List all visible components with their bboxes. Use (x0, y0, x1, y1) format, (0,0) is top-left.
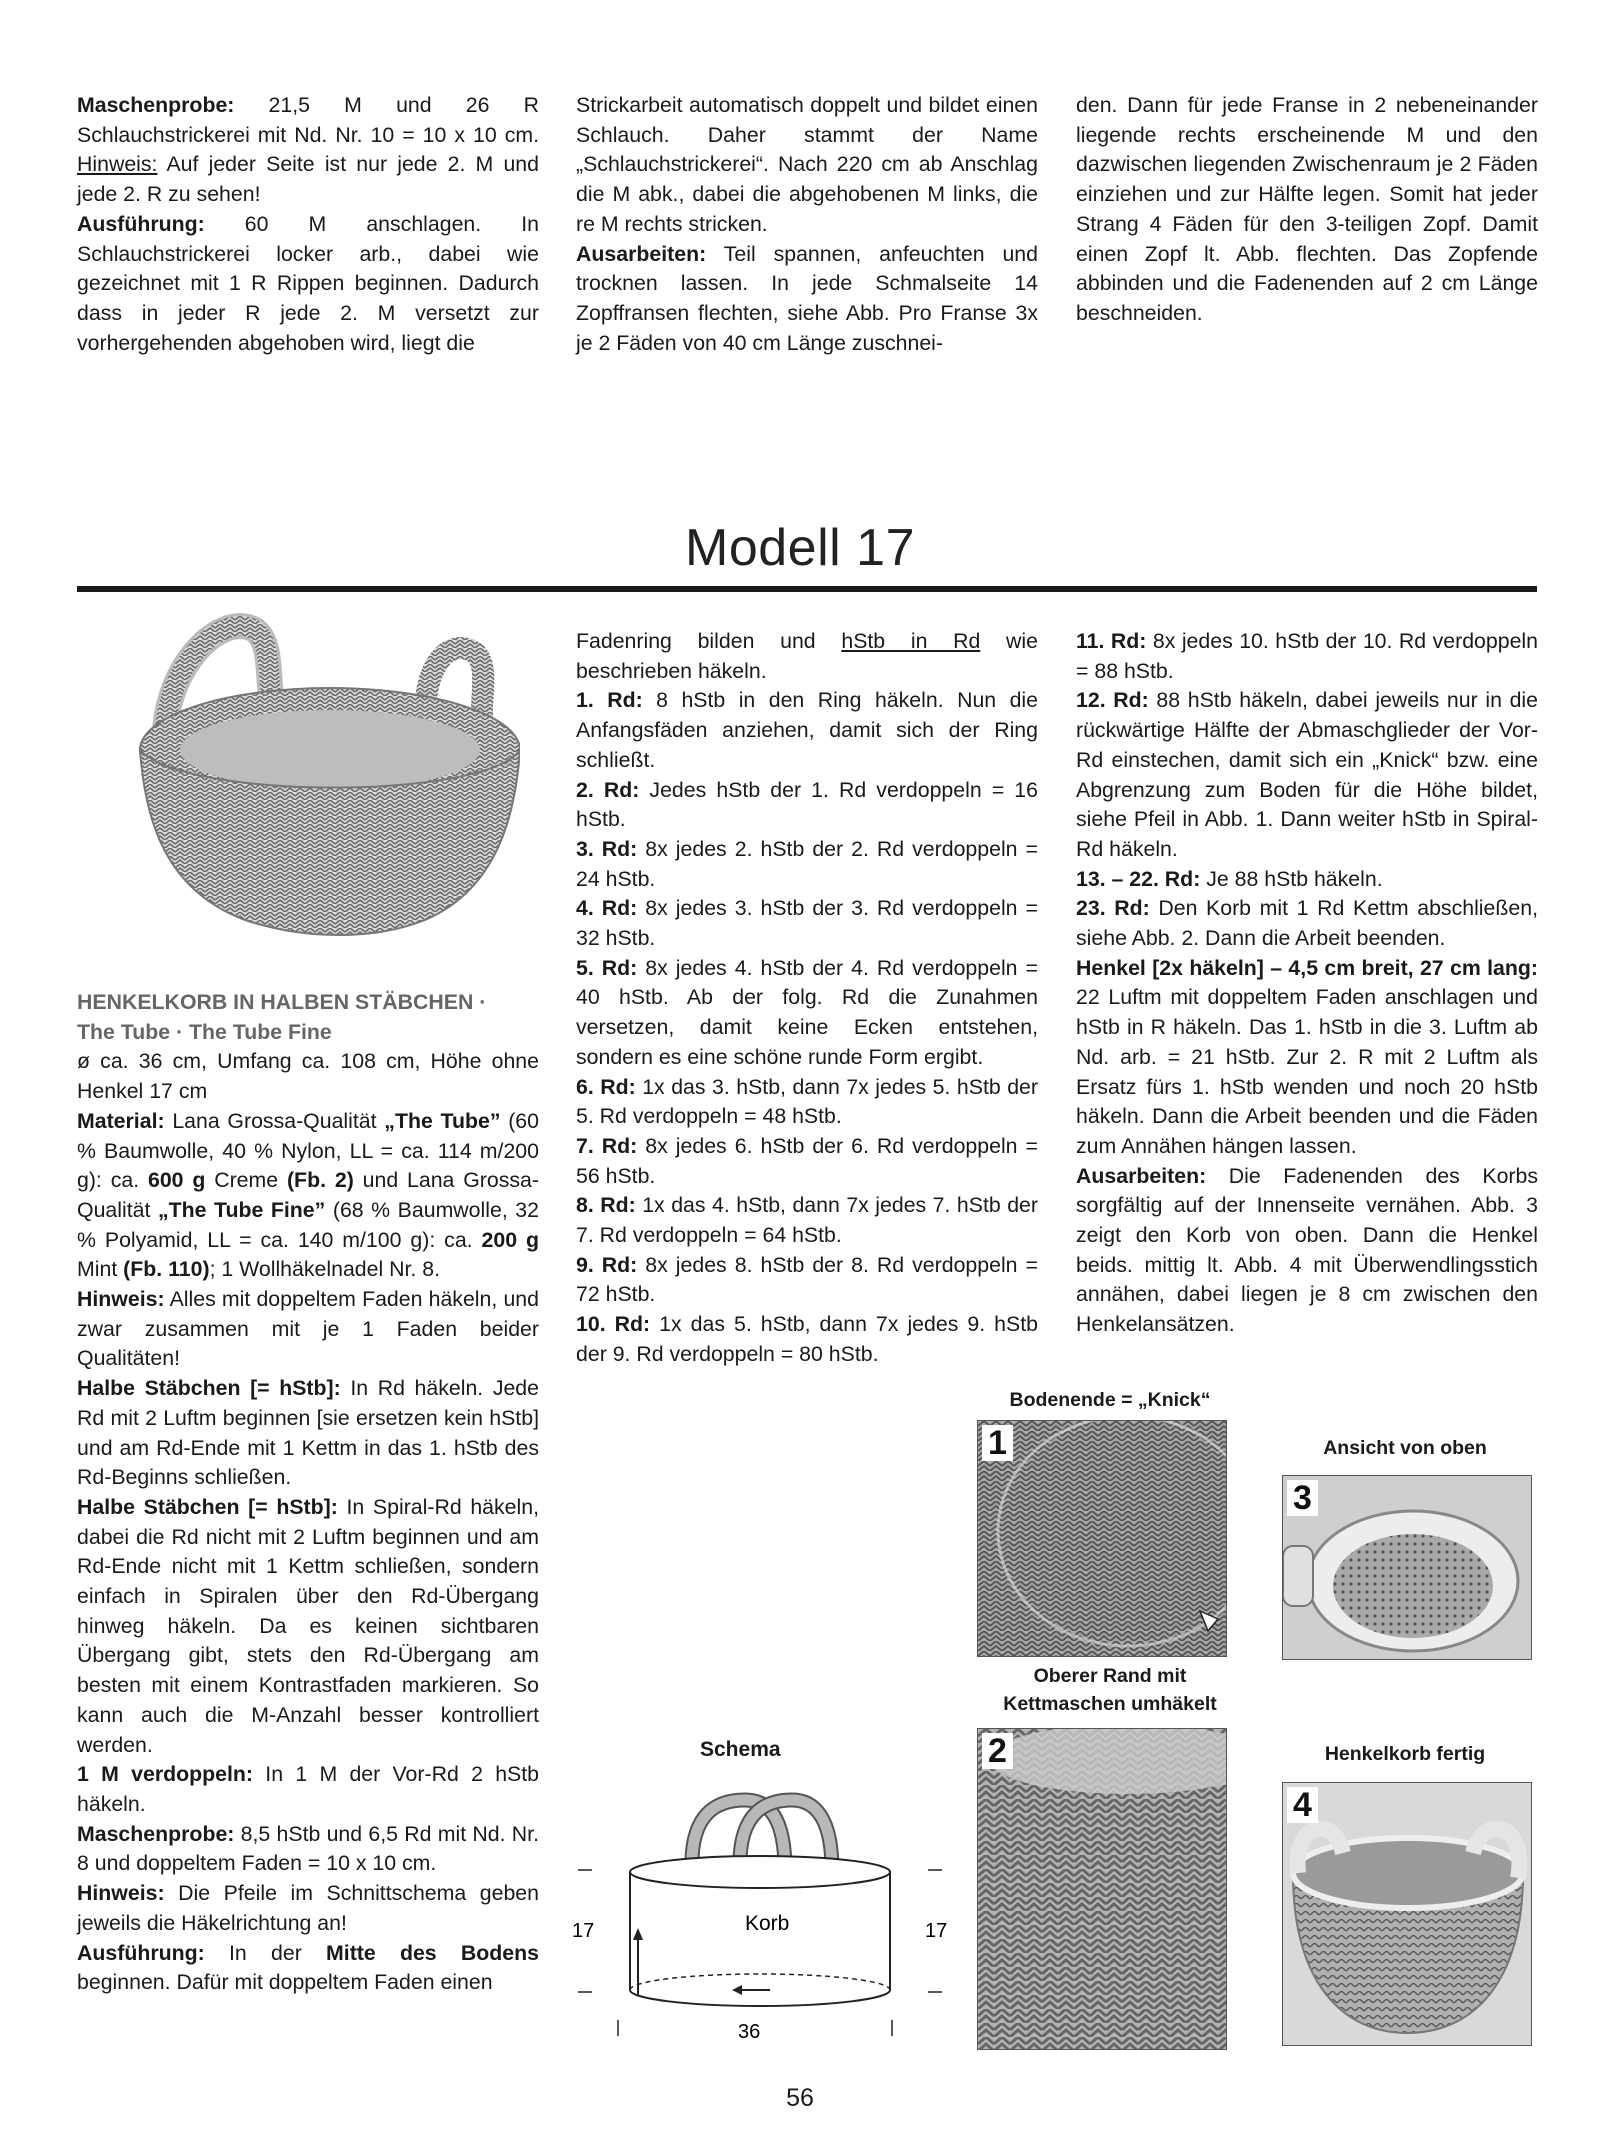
page-number: 56 (786, 2084, 814, 2112)
height-left: 17 (572, 1920, 595, 1942)
round-8: 8. Rd: 1x das 4. hStb, dann 7x jedes 7. hStb der 7. Rd verdoppeln = 64 hStb. (576, 1193, 1038, 1248)
photo-1-image (978, 1421, 1226, 1656)
paragraph: Hinweis: Alles mit doppeltem Faden häkeln, und zwar zusammen mit je 1 Faden beider Qualitäten! (77, 1287, 539, 1371)
top-column-3 (1076, 91, 1538, 329)
photo-2 (977, 1728, 1227, 2050)
photo-1-caption: Bodenende = „Knick“ (1009, 1389, 1211, 1411)
paragraph: Maschenprobe: 8,5 hStb und 6,5 Rd mit Nd. Nr. 8 und doppeltem Faden = 10 x 10 cm. (77, 1821, 539, 1876)
schema-title: Schema (700, 1738, 781, 1761)
photo-3 (1282, 1475, 1532, 1660)
round-4: 4. Rd: 8x jedes 3. hStb der 3. Rd verdoppeln = 32 hStb. (576, 896, 1038, 951)
round-1: 1. Rd: 8 hStb in den Ring häkeln. Nun die Anfangsfäden anziehen, damit sich der Ring schließt. (576, 688, 1039, 772)
paragraph: Ausarbeiten: Teil spannen, anfeuchten und trocknen lassen. In jede Schmalseite 14 Zopffransen flechten, siehe Abb. Pro Franse 3x je 2 Fäden von 40 cm Länge zuschnei- (576, 241, 1038, 355)
top-column-2 (576, 91, 1038, 358)
round-13-22: 13. – 22. Rd: Je 88 hStb häkeln. (1076, 866, 1383, 891)
paragraph: Strickarbeit automatisch doppelt und bildet einen Schlauch. Daher stammt der Name „Schlauchstrickerei“. Nach 220 cm ab Anschlag die M abk., dabei die abgehobenen M links, die re M rechts stricken. (576, 93, 1038, 236)
schema-diagram (570, 1780, 950, 2060)
photo-2-caption: Oberer Rand mit Kettmaschen umhäkelt (1003, 1665, 1217, 1715)
handle-instructions: Henkel [2x häkeln] – 4,5 cm breit, 27 cm lang: 22 Luftm mit doppeltem Faden anschlagen und hStb in R häkeln. Das 1. hStb in die 3. Luftm ab Nd. arb. = 21 hStb. Zur 2. R mit 2 Luftm als Ersatz fürs 1. hStb wenden und noch 20 hStb häkeln. Dann die Arbeit beenden und die Fäden zum Annähen hängen lassen. (1076, 955, 1538, 1158)
round-7: 7. Rd: 8x jedes 6. hStb der 6. Rd verdoppeln = 56 hStb. (576, 1133, 1038, 1188)
bottom-column-3 (1076, 627, 1538, 1340)
material-paragraph: Material: Lana Grossa-Qualität „The Tube” (60 % Baumwolle, 40 % Nylon, LL = ca. 114 m/200 g): ca. 600 g Creme (Fb. 2) und Lana Grossa-Qualität „The Tube Fine” (68 % Baumwolle, 32 % Polyamid, LL = ca. 140 m/100 g): ca. 200 g Mint (Fb. 110); 1 Wollhäkelnadel Nr. 8. (77, 1108, 539, 1282)
round-6: 6. Rd: 1x das 3. hStb, dann 7x jedes 5. hStb der 5. Rd verdoppeln = 48 hStb. (576, 1074, 1038, 1129)
round-23: 23. Rd: Den Korb mit 1 Rd Kettm abschließen, siehe Abb. 2. Dann die Arbeit beenden. (1076, 896, 1538, 951)
paragraph: 1 M verdoppeln: In 1 M der Vor-Rd 2 hStb häkeln. (77, 1762, 540, 1816)
height-right: 17 (925, 1920, 948, 1942)
photo-number: 1 (982, 1425, 1013, 1461)
photo-4 (1282, 1782, 1532, 2046)
round-2: 2. Rd: Jedes hStb der 1. Rd verdoppeln = 16 hStb. (576, 777, 1038, 832)
paragraph: den. Dann für jede Franse in 2 nebeneinander liegende rechts erscheinende M und den dazwischen liegenden Zwischenraum je 2 Fäden einziehen und zur Hälfte legen. Somit hat jeder Strang 4 Fäden für den 3-teiligen Zopf. Damit einen Zopf lt. Abb. flechten. Das Zopfende abbinden und die Fadenenden auf 2 cm Länge beschneiden. (1076, 93, 1538, 325)
round-11: 11. Rd: 8x jedes 10. hStb der 10. Rd verdoppeln = 88 hStb. (1076, 629, 1538, 683)
photo-4-image (1283, 1783, 1531, 2045)
basket-photo (125, 600, 520, 945)
title-rule (77, 586, 1537, 592)
bottom-column-2 (576, 627, 1038, 1370)
photo-1 (977, 1420, 1227, 1657)
round-3: 3. Rd: 8x jedes 2. hStb der 2. Rd verdoppeln = 24 hStb. (576, 836, 1038, 891)
pattern-heading: HENKELKORB IN HALBEN STÄBCHEN · (77, 990, 487, 1014)
photo-4-caption: Henkelkorb fertig (1324, 1743, 1486, 1765)
photo-number: 4 (1287, 1787, 1318, 1823)
paragraph: Halbe Stäbchen [= hStb]: In Spiral-Rd häkeln, dabei die Rd nicht mit 2 Luftm beginnen und am Rd-Ende nicht mit 1 Kettm schließen, sondern einfach in Spiralen über den Rd-Übergang hinweg häkeln. Da es keinen sichtbaren Übergang gibt, stets den Rd-Übergang am besten mit einem Kontrastfaden markieren. So kann auch die M-Anzahl besser kontrolliert werden. (77, 1494, 539, 1757)
paragraph: Fadenring bilden und hStb in Rd wie beschrieben häkeln. (576, 629, 1038, 683)
paragraph: Halbe Stäbchen [= hStb]: In Rd häkeln. Jede Rd mit 2 Luftm beginnen [sie ersetzen kein hStb] und am Rd-Ende mit 1 Kettm in das 1. hStb des Rd-Beginns schließen. (77, 1376, 539, 1490)
paragraph: Maschenprobe: 21,5 M und 26 R Schlauchstrickerei mit Nd. Nr. 10 = 10 x 10 cm. Hinweis: Auf jeder Seite ist nur jede 2. M und jede 2. R zu sehen! (77, 93, 539, 207)
bottom-column-1 (77, 988, 539, 1998)
finishing-instructions: Ausarbeiten: Die Fadenenden des Korbs sorgfältig auf der Innenseite vernähen. Abb. 3 zeigt den Korb von oben. Dann die Henkel beids. mittig lt. Abb. 4 mit Überwendlingsstich annähen, dabei liegen je 8 cm zwischen den Henkelansätzen. (1076, 1163, 1538, 1337)
round-9: 9. Rd: 8x jedes 8. hStb der 8. Rd verdoppeln = 72 hStb. (576, 1252, 1038, 1307)
round-12: 12. Rd: 88 hStb häkeln, dabei jeweils nur in die rückwärtige Hälfte der Abmaschglieder der Vor-Rd einstechen, damit sich ein „Knick“ bzw. eine Abgrenzung zum Boden für die Höhe bildet, siehe Pfeil in Abb. 1. Dann weiter hStb in Spiral-Rd häkeln. (1076, 688, 1538, 861)
photo-3-image (1283, 1476, 1531, 1659)
size-text: ø ca. 36 cm, Umfang ca. 108 cm, Höhe ohne Henkel 17 cm (77, 1049, 539, 1104)
schema-label: Korb (745, 1912, 790, 1935)
round-5: 5. Rd: 8x jedes 4. hStb der 4. Rd verdoppeln = 40 hStb. Ab der folg. Rd die Zunahmen versetzen, damit keine Ecken entstehen, sondern es eine schöne runde Form ergibt. (576, 955, 1038, 1069)
width-label: 36 (738, 2021, 761, 2043)
paragraph: Ausführung: 60 M anschlagen. In Schlauchstrickerei locker arb., dabei wie gezeichnet mit 1 R Rippen beginnen. Dadurch dass in jeder R jede 2. M versetzt zur vorhergehenden abgehoben wird, liegt die (77, 211, 539, 355)
round-10: 10. Rd: 1x das 5. hStb, dann 7x jedes 9. hStb der 9. Rd verdoppeln = 80 hStb. (576, 1312, 1038, 1366)
top-column-1 (77, 91, 539, 358)
paragraph: Ausführung: In der Mitte des Bodens beginnen. Dafür mit doppeltem Faden einen (77, 1940, 539, 1995)
paragraph: Hinweis: Die Pfeile im Schnittschema geben jeweils die Häkelrichtung an! (77, 1881, 539, 1935)
left-arrow-icon (732, 1985, 742, 1995)
yarn-heading: The Tube · The Tube Fine (77, 1019, 332, 1044)
up-arrow-icon (633, 1928, 643, 1940)
photo-2-image (978, 1729, 1226, 2049)
photo-number: 2 (982, 1733, 1013, 1769)
photo-3-caption: Ansicht von oben (1323, 1437, 1487, 1459)
photo-number: 3 (1287, 1480, 1318, 1516)
model-title: Modell 17 (685, 519, 915, 577)
